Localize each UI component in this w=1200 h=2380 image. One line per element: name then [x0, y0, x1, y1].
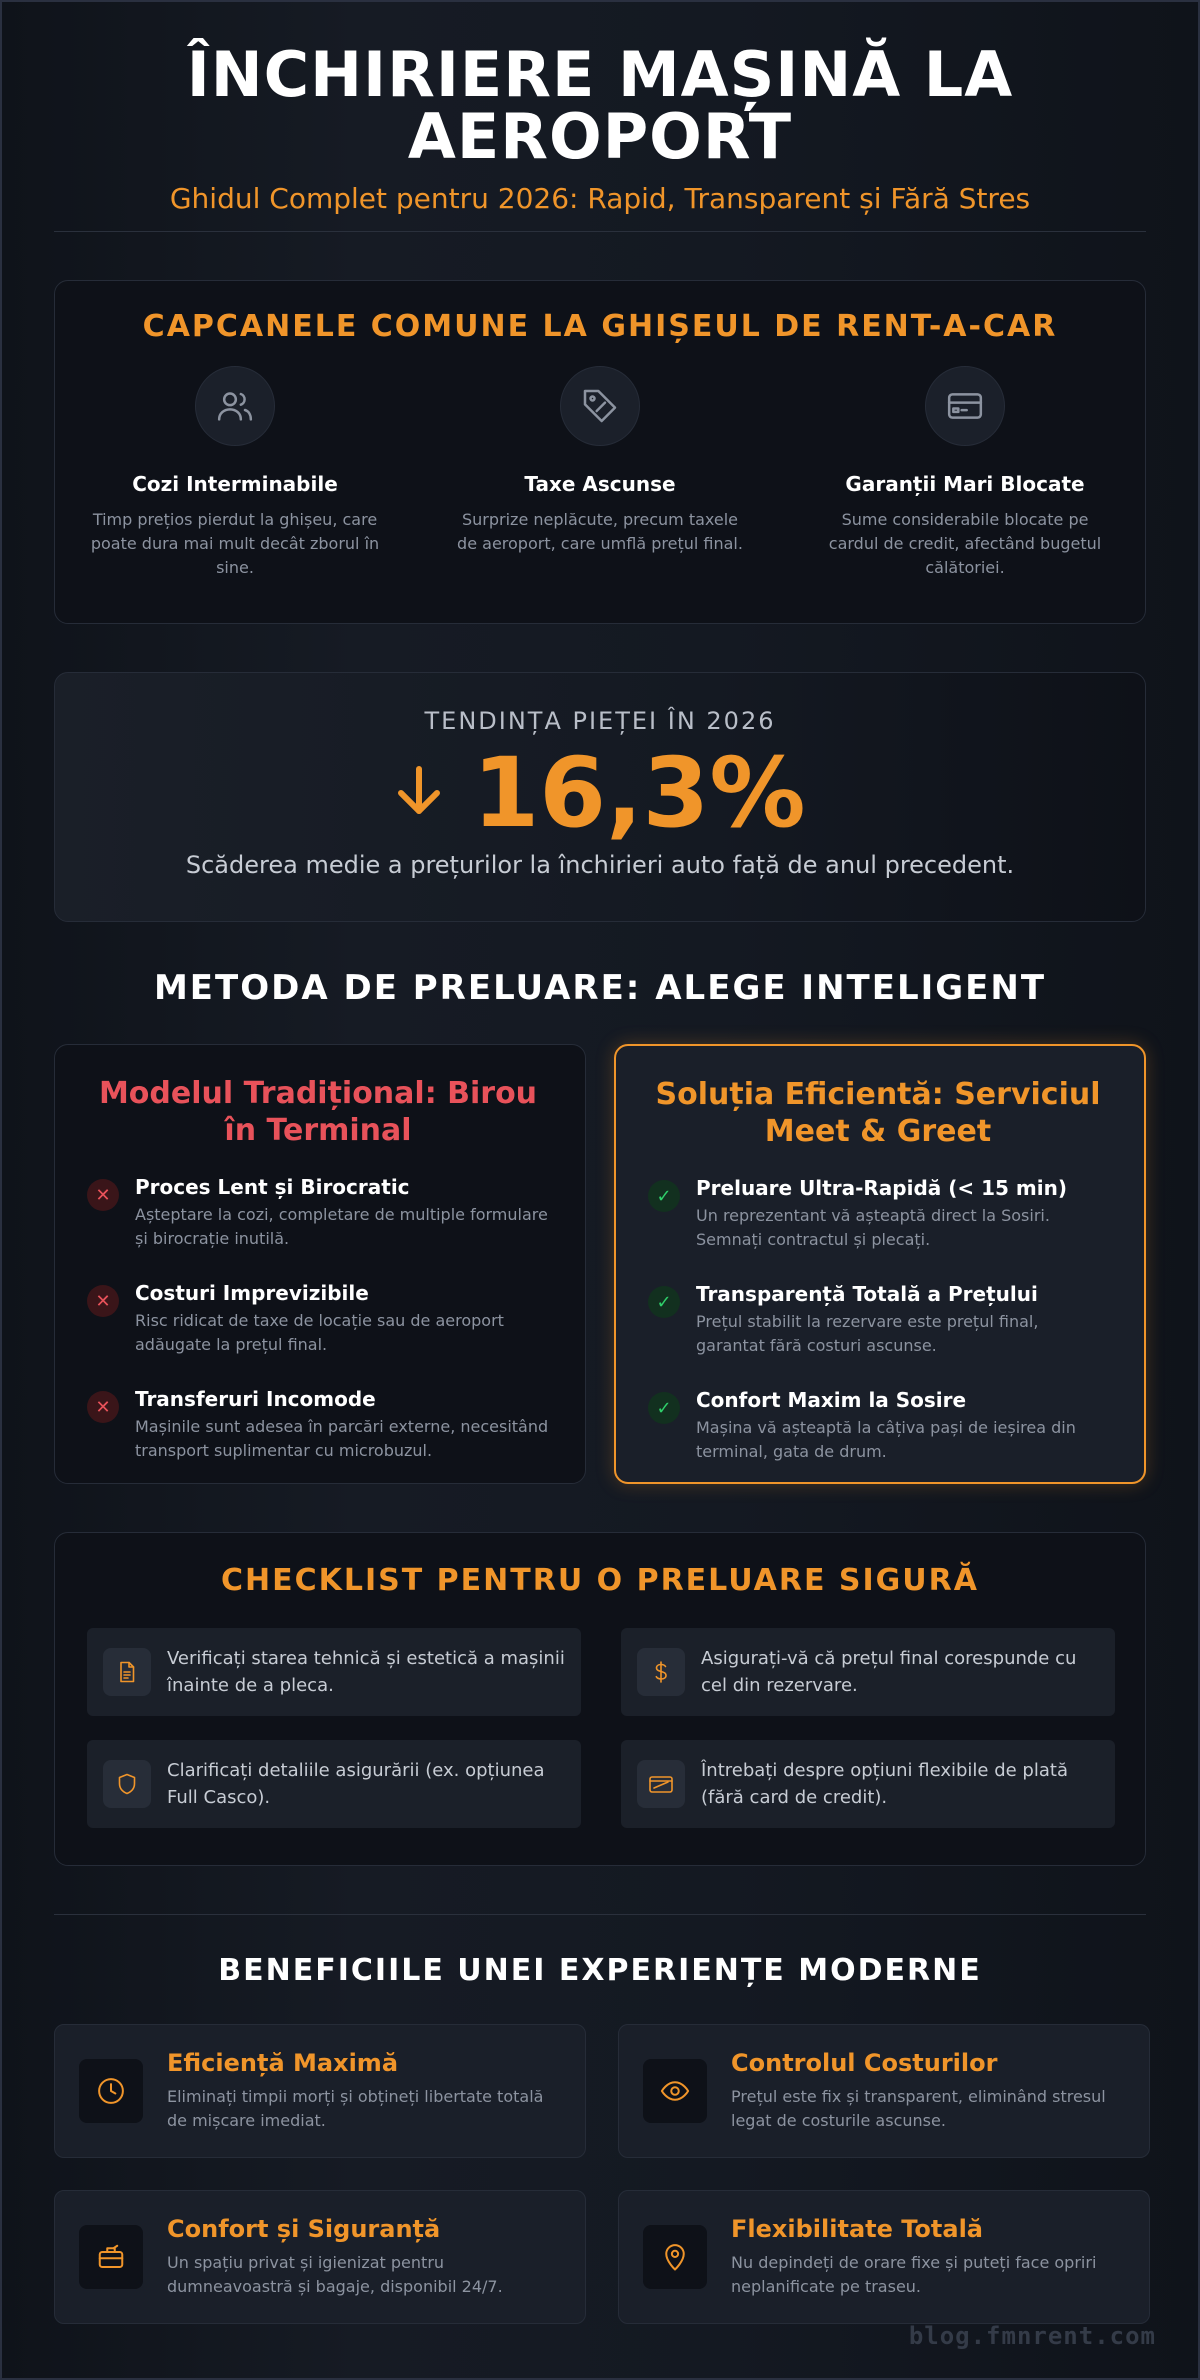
pitfalls-title: CAPCANELE COMUNE LA GHIȘEUL DE RENT-A-CAR — [142, 309, 1058, 344]
trend-desc: Scăderea medie a prețurilor la închirieri auto față de anul precedent. — [185, 851, 1015, 879]
divider — [54, 1914, 1146, 1915]
method-title: METODA DE PRELUARE: ALEGE INTELIGENT — [153, 968, 1047, 1008]
efficient-title: Soluția Eficientă: Serviciul Meet & Greet — [655, 1077, 1101, 1149]
pitfall-title: Cozi Interminabile — [132, 472, 338, 496]
checklist-item — [621, 1628, 1115, 1716]
item-title: Proces Lent și Birocratic — [135, 1175, 410, 1199]
traditional-model-card — [54, 1044, 586, 1484]
traditional-item — [87, 1281, 549, 1357]
efficient-solution-card — [614, 1044, 1146, 1484]
check-icon: ✓ — [648, 1392, 680, 1424]
pitfall-item — [815, 366, 1115, 580]
pitfall-desc: Surprize neplăcute, precum taxele de aeroport, care umflă prețul final. — [457, 510, 743, 553]
trend-value: 16,3% — [472, 737, 806, 849]
market-trend-card — [54, 672, 1146, 922]
price-tag-icon — [560, 366, 640, 446]
item-title: Transparență Totală a Prețului — [696, 1282, 1038, 1306]
benefit-card — [618, 2024, 1150, 2158]
benefits-title: BENEFICIILE UNEI EXPERIENȚE MODERNE — [218, 1953, 982, 1988]
traditional-item — [87, 1175, 549, 1251]
item-title: Preluare Ultra-Rapidă (< 15 min) — [696, 1176, 1067, 1200]
page-subtitle: Ghidul Complet pentru 2026: Rapid, Transparent și Fără Stres — [169, 182, 1031, 215]
clock-icon — [79, 2059, 143, 2123]
benefit-desc: Prețul este fix și transparent, eliminând stresul legat de costurile ascunse. — [731, 2087, 1106, 2130]
checklist-item — [87, 1740, 581, 1828]
check-icon: ✓ — [648, 1286, 680, 1318]
checklist-text: Întrebați despre opțiuni flexibile de plată (fără card de credit). — [701, 1760, 1068, 1808]
check-icon: ✓ — [648, 1180, 680, 1212]
users-icon — [195, 366, 275, 446]
pitfall-title: Taxe Ascunse — [524, 472, 676, 496]
wallet-card-icon — [637, 1760, 685, 1808]
credit-card-icon — [925, 366, 1005, 446]
luggage-icon — [79, 2225, 143, 2289]
pitfall-item — [450, 366, 750, 580]
benefit-desc: Un spațiu privat și igienizat pentru dumneavoastră și bagaje, disponibil 24/7. — [167, 2253, 503, 2296]
efficient-item — [648, 1176, 1108, 1252]
efficient-item — [648, 1282, 1108, 1358]
eye-icon — [643, 2059, 707, 2123]
benefit-name: Confort și Siguranță — [167, 2215, 441, 2243]
page-title: ÎNCHIRIERE MAȘINĂ LA AEROPORT — [186, 38, 1014, 173]
pitfall-title: Garanții Mari Blocate — [845, 472, 1085, 496]
item-desc: Prețul stabilit la rezervare este prețul final, garantat fără costuri ascunse. — [696, 1312, 1039, 1355]
trend-label: TENDINȚA PIEȚEI ÎN 2026 — [424, 707, 776, 735]
item-title: Confort Maxim la Sosire — [696, 1388, 967, 1412]
benefit-desc: Nu depindeți de orare fixe și puteți face opriri neplanificate pe traseu. — [731, 2253, 1097, 2296]
item-title: Costuri Imprevizibile — [135, 1281, 369, 1305]
checklist-text: Clarificați detaliile asigurării (ex. opțiunea Full Casco). — [167, 1760, 545, 1808]
checklist-title: CHECKLIST PENTRU O PRELUARE SIGURĂ — [221, 1563, 979, 1598]
x-icon: ✕ — [87, 1391, 119, 1423]
benefit-name: Controlul Costurilor — [731, 2049, 998, 2077]
efficient-item — [648, 1388, 1108, 1464]
document-icon — [103, 1648, 151, 1696]
checklist-item — [621, 1740, 1115, 1828]
pitfalls-section — [54, 280, 1146, 624]
watermark: blog.fmnrent.com — [908, 2322, 1156, 2350]
benefit-name: Flexibilitate Totală — [731, 2215, 983, 2243]
benefit-name: Eficiență Maximă — [167, 2049, 399, 2077]
benefit-card — [54, 2024, 586, 2158]
item-desc: Mașinile sunt adesea în parcări externe, necesitând transport suplimentar cu microbuzul. — [135, 1417, 549, 1460]
hero — [54, 2, 1146, 215]
item-title: Transferuri Incomode — [135, 1387, 376, 1411]
shield-icon — [103, 1760, 151, 1808]
map-pin-icon — [643, 2225, 707, 2289]
checklist-text: Verificați starea tehnică și estetică a mașinii înainte de a pleca. — [167, 1648, 565, 1696]
traditional-title: Modelul Tradițional: Birou în Terminal — [98, 1076, 538, 1148]
benefit-card — [54, 2190, 586, 2324]
pitfall-desc: Timp prețios pierdut la ghișeu, care poate dura mai mult decât zborul în sine. — [90, 510, 380, 577]
benefit-desc: Eliminați timpii morți și obțineți libertate totală de mișcare imediat. — [167, 2087, 544, 2130]
item-desc: Risc ridicat de taxe de locație sau de aeroport adăugate la prețul final. — [135, 1311, 504, 1354]
pitfall-item — [85, 366, 385, 580]
pitfall-desc: Sume considerabile blocate pe cardul de credit, afectând bugetul călătoriei. — [828, 510, 1102, 577]
item-desc: Așteptare la cozi, completare de multiple formulare și birocrație inutilă. — [135, 1205, 548, 1248]
benefit-card — [618, 2190, 1150, 2324]
checklist-item — [87, 1628, 581, 1716]
item-desc: Mașina vă așteaptă la câțiva pași de ieșirea din terminal, gata de drum. — [696, 1418, 1076, 1461]
checklist-text: Asigurați-vă că prețul final corespunde cu cel din rezervare. — [701, 1648, 1077, 1696]
dollar-icon — [637, 1648, 685, 1696]
x-icon: ✕ — [87, 1179, 119, 1211]
item-desc: Un reprezentant vă așteaptă direct la Sosiri. Semnați contractul și plecați. — [696, 1206, 1050, 1249]
arrow-down-icon — [394, 763, 444, 823]
x-icon: ✕ — [87, 1285, 119, 1317]
traditional-item — [87, 1387, 549, 1463]
checklist-section — [54, 1532, 1146, 1866]
divider — [54, 231, 1146, 232]
